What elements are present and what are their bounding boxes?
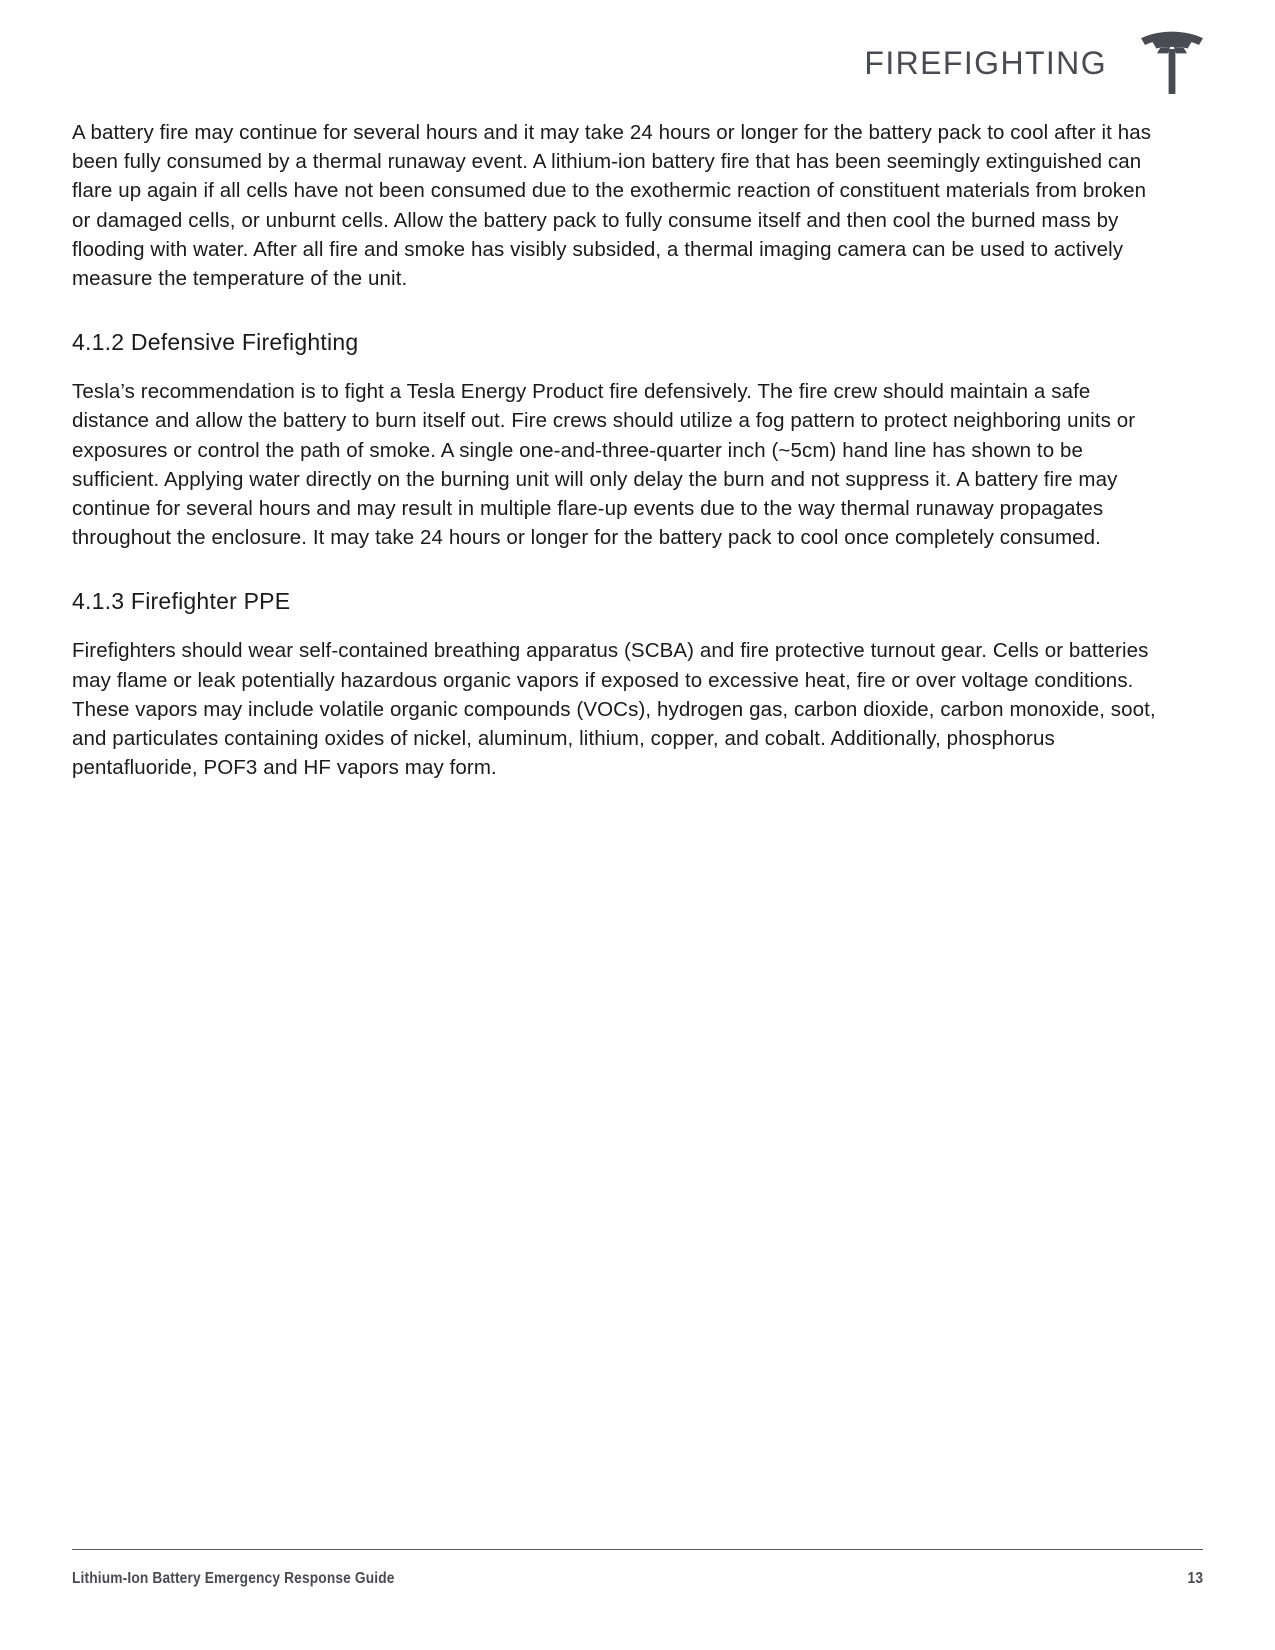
page-footer (72, 1549, 1203, 1588)
section-paragraph-4-1-2: Tesla’s recommendation is to fight a Tesla Energy Product fire defensively. The fire crew should maintain a safe distance and allow the battery to burn itself out. Fire crews should utilize a fog pattern to protect neighboring units or exposures or control the path of smoke. A single one-and-three-quarter inch (~5cm) hand line has shown to be sufficient. Applying water directly on the burning unit will only delay the burn and not suppress it. A battery fire may continue for several hours and may result in multiple flare-up events due to the way thermal runaway propagates throughout the enclosure. It may take 24 hours or longer for the battery pack to cool once completely consumed. (72, 380, 1136, 550)
spacer (72, 552, 1164, 586)
footer-page-number: 13 (1187, 1570, 1203, 1587)
page-header (72, 22, 1203, 104)
spacer (72, 357, 1164, 377)
section-heading-4-1-3: 4.1.3 Firefighter PPE (72, 588, 291, 615)
intro-paragraph: A battery fire may continue for several hours and it may take 24 hours or longer for the battery pack to cool after it has been fully consumed by a thermal runaway event. A lithium-ion battery fire that has been seemingly extinguished can flare up again if all cells have not been consumed due to the exothermic reaction of constituent materials from broken or damaged cells, or unburnt cells. Allow the battery pack to fully consume itself and then cool the burned mass by flooding with water. After all fire and smoke has visibly subsided, a thermal imaging camera can be used to actively measure the temperature of the unit. (72, 121, 1152, 291)
tesla-logo-icon (1141, 31, 1203, 95)
footer-document-title: Lithium-Ion Battery Emergency Response Guide (72, 1570, 395, 1587)
page-content (72, 118, 1164, 782)
section-heading-4-1-2: 4.1.2 Defensive Firefighting (72, 329, 359, 356)
spacer (72, 293, 1164, 327)
footer-row (72, 1550, 1203, 1588)
page-title: FIREFIGHTING (864, 45, 1107, 81)
spacer (72, 616, 1164, 636)
section-paragraph-4-1-3: Firefighters should wear self-contained breathing apparatus (SCBA) and fire protective turnout gear. Cells or batteries may flame or leak potentially hazardous organic vapors if exposed to excessive heat, fire or over voltage conditions. These vapors may include volatile organic compounds (VOCs), hydrogen gas, carbon dioxide, carbon monoxide, soot, and particulates containing oxides of nickel, aluminum, lithium, copper, and cobalt. Additionally, phosphorus pentafluoride, POF3 and HF vapors may form. (72, 639, 1156, 780)
